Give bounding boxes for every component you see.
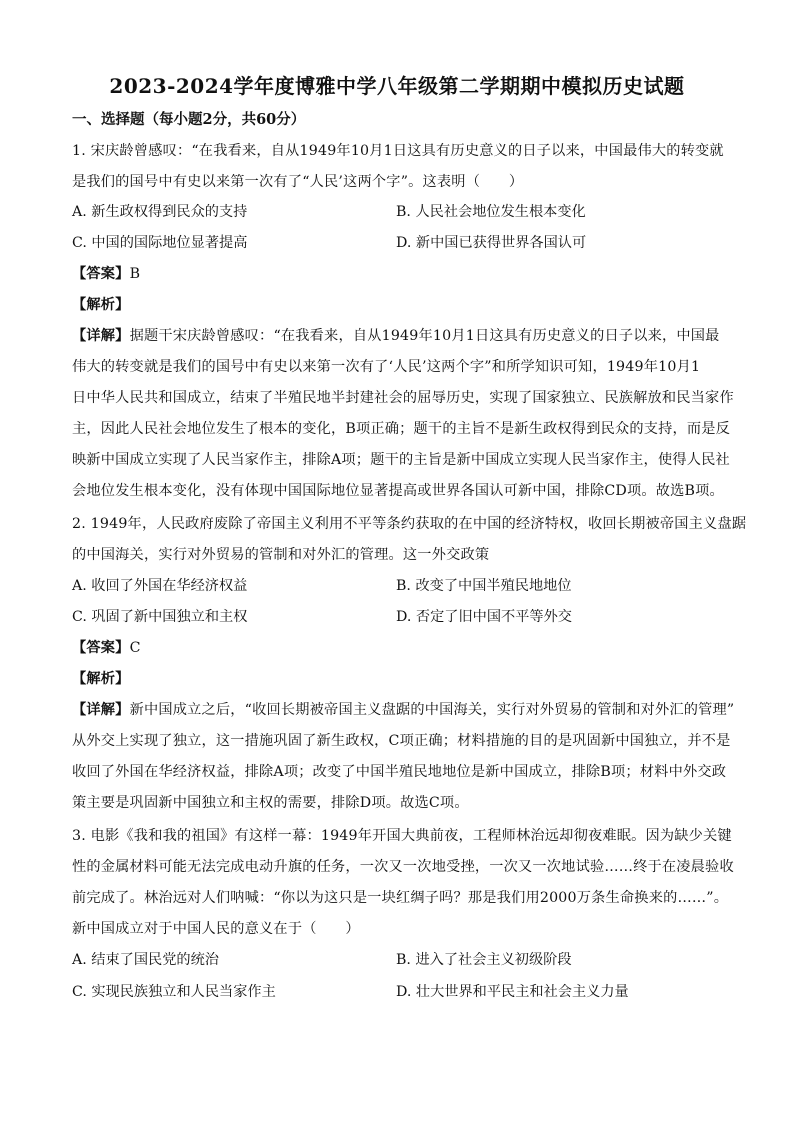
option-a: A. 收回了外国在华经济权益 bbox=[72, 578, 248, 594]
option-c: C. 中国的国际地位显著提高 bbox=[72, 235, 248, 251]
question-1-line: 是我们的国号中有史以来第一次有了“人民’这两个字”。这表明（ ） bbox=[72, 174, 524, 190]
option-a: A. 新生政权得到民众的支持 bbox=[72, 204, 248, 220]
answer-label: 【答案】 bbox=[72, 640, 130, 656]
detail-line: 伟大的转变就是我们的国号中有史以来第一次有了‘人民’这两个字”和所学知识可知，1949年10月1 bbox=[72, 359, 701, 375]
question-3-line: 性的金属材料可能无法完成电动升旗的任务，一次又一次地受挫，一次又一次地试验……终于在凌晨验收 bbox=[72, 859, 734, 875]
answer-row bbox=[72, 638, 726, 658]
detail-line: 映新中国成立实现了人民当家作主，排除A项；题干的主旨是新中国成立实现人民当家作主，使得人民社 bbox=[72, 452, 730, 468]
page-title: 2023-2024学年度博雅中学八年级第二学期期中模拟历史试题 bbox=[109, 74, 685, 98]
option-d: D. 壮大世界和平民主和社会主义力量 bbox=[396, 984, 629, 1000]
answer-value: B bbox=[129, 266, 141, 282]
option-c: C. 实现民族独立和人民当家作主 bbox=[72, 984, 276, 1000]
detail-line: 会地位发生根本变化，没有体现中国国际地位显著提高或世界各国认可新中国，排除CD项。故选B项。 bbox=[72, 483, 724, 499]
option-b: B. 进入了社会主义初级阶段 bbox=[396, 952, 572, 968]
detail-line: 策主要是巩固新中国独立和主权的需要，排除D项。故选C项。 bbox=[72, 795, 469, 811]
option-d: D. 新中国已获得世界各国认可 bbox=[396, 235, 587, 251]
detail-line: 从外交上实现了独立，这一措施巩固了新生政权，C项正确；材料措施的目的是巩固新中国独立，并不是 bbox=[72, 733, 731, 749]
detail-line: 日中华人民共和国成立，结束了半殖民地半封建社会的屈辱历史，实现了国家独立、民族解放和民当家作 bbox=[72, 390, 734, 406]
detail-line: 【详解】据题干宋庆龄曾感叹：“在我看来，自从1949年10月1日这具有历史意义的日子以来，中国最 bbox=[72, 328, 720, 344]
option-c: C. 巩固了新中国独立和主权 bbox=[72, 609, 248, 625]
question-3-line: 新中国成立对于中国人民的意义在于（ ） bbox=[72, 921, 360, 937]
answer-row bbox=[72, 264, 726, 284]
analysis-label: 【解析】 bbox=[72, 297, 130, 313]
detail-line: 收回了外国在华经济权益，排除A项；改变了中国半殖民地地位是新中国成立，排除B项；材料中外交政 bbox=[72, 764, 727, 780]
detail-line: 主，因此人民社会地位发生了根本的变化，B项正确；题干的主旨不是新生政权得到民众的支持，而是反 bbox=[72, 421, 731, 437]
question-3-line: 前完成了。林治远对人们呐喊：“你以为这只是一块红绸子吗？那是我们用2000万条生命换来的……”。 bbox=[72, 890, 729, 906]
question-1-line: 1. 宋庆龄曾感叹：“在我看来，自从1949年10月1日这具有历史意义的日子以来，中国最伟大的转变就 bbox=[72, 143, 724, 159]
option-a: A. 结束了国民党的统治 bbox=[72, 952, 219, 968]
detail-label: 【详解】 bbox=[72, 702, 130, 718]
option-d: D. 否定了旧中国不平等外交 bbox=[396, 609, 572, 625]
option-b: B. 改变了中国半殖民地地位 bbox=[396, 578, 572, 594]
question-3-line: 3. 电影《我和我的祖国》有这样一幕：1949年开国大典前夜，工程师林治远却彻夜难眠。因为缺少关键 bbox=[72, 828, 732, 844]
question-2-line: 的中国海关，实行对外贸易的管制和对外汇的管理。这一外交政策 bbox=[72, 547, 490, 563]
detail-label: 【详解】 bbox=[72, 328, 130, 344]
answer-label: 【答案】 bbox=[72, 266, 130, 282]
answer-value: C bbox=[129, 640, 141, 656]
section-heading: 一、选择题（每小题2分，共60分） bbox=[72, 111, 306, 128]
analysis-label: 【解析】 bbox=[72, 671, 130, 687]
option-b: B. 人民社会地位发生根本变化 bbox=[396, 204, 586, 220]
detail-line: 【详解】新中国成立之后，“收回长期被帝国主义盘踞的中国海关，实行对外贸易的管制和对外汇的管理” bbox=[72, 702, 735, 718]
question-2-line: 2. 1949年，人民政府废除了帝国主义利用不平等条约获取的在中国的经济特权，收回长期被帝国主义盘踞 bbox=[72, 516, 747, 532]
